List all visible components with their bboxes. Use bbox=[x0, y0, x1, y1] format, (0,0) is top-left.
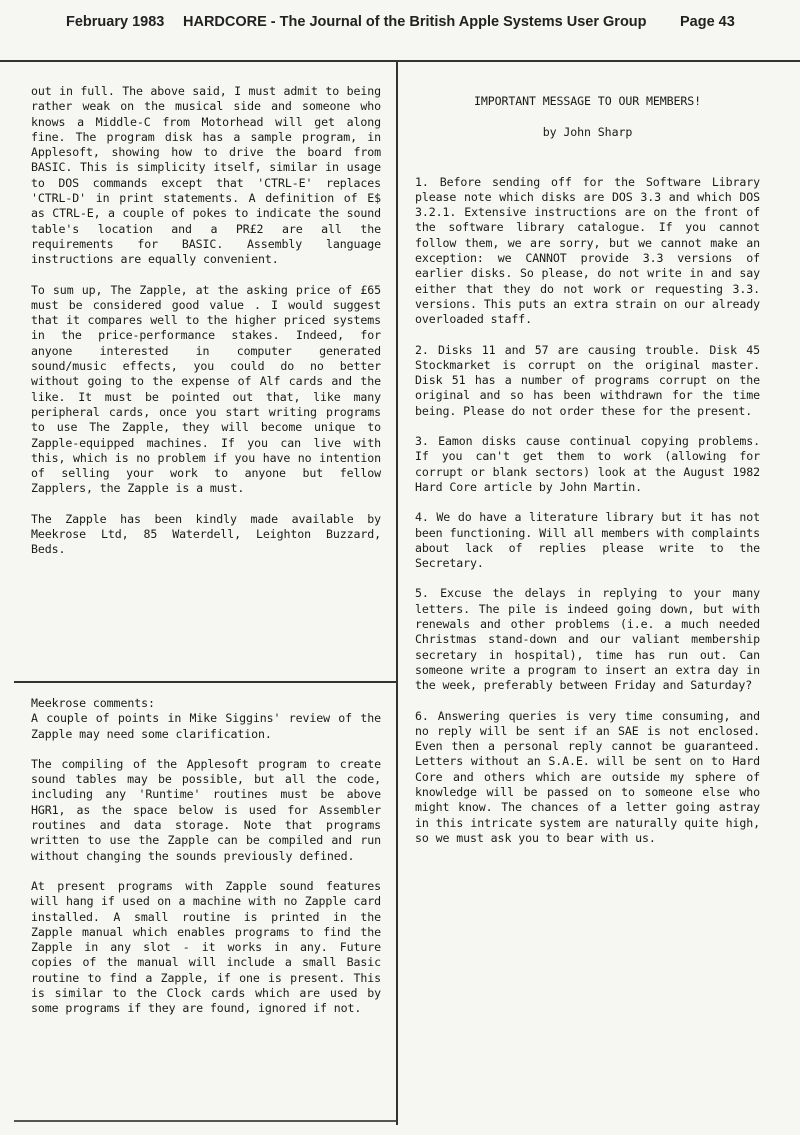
meekrose-paragraph: The compiling of the Applesoft program to create sound tables may be possible, but all the code, including any 'Runtime' routines must be above HGR1, as the space below is used for Assembler routines and data storage. Note that programs written to use the Zapple can be compiled and run without changing the sounds previously defined. bbox=[31, 756, 381, 863]
meekrose-heading: Meekrose comments: bbox=[31, 696, 155, 710]
message-item-2: 2. Disks 11 and 57 are causing trouble. Disk 45 Stockmarket is corrupt on the original master. Disk 51 has a number of programs corrupt on the original and so has been withdrawn for the time being. Please do not order these for the present. bbox=[415, 342, 760, 418]
left-section-divider bbox=[14, 681, 396, 683]
left-bottom-rule bbox=[14, 1120, 396, 1122]
review-paragraph: To sum up, The Zapple, at the asking price of £65 must be considered good value . I would suggest that it compares well to the higher priced systems in the price-performance stakes. Indeed, for anyone interested in computer generated sound/music effects, you could do no better without going to the expense of Alf cards and the like. It must be pointed out that, like many peripheral cards, once you start writing programs to use The Zapple, they will become unique to Zapple-equipped machines. If you can live with this, which is no problem if you have no intention of selling your work to anyone but fellow Zapplers, the Zapple is a must. bbox=[31, 282, 381, 496]
journal-title: HARDCORE - The Journal of the British Apple Systems User Group bbox=[183, 14, 647, 30]
page-number: Page 43 bbox=[680, 14, 735, 30]
meekrose-paragraph: A couple of points in Mike Siggins' review of the Zapple may need some clarification. bbox=[31, 711, 381, 741]
message-item-5: 5. Excuse the delays in replying to your many letters. The pile is indeed going down, but with renewals and other problems (i.e. a much needed Christmas stand-down and our valiant membership secretary in hospital), time has run out. Can someone write a program to insert an extra day in the week, preferably between Friday and Saturday? bbox=[415, 586, 760, 693]
page-header bbox=[0, 14, 800, 38]
column-divider bbox=[396, 60, 398, 1125]
issue-date: February 1983 bbox=[66, 14, 165, 30]
review-paragraph: The Zapple has been kindly made available by Meekrose Ltd, 85 Waterdell, Leighton Buzzard, Beds. bbox=[31, 511, 381, 557]
header-rule bbox=[0, 60, 800, 62]
important-message-article bbox=[415, 90, 760, 846]
message-item-1: 1. Before sending off for the Software Library please note which disks are DOS 3.3 and which DOS 3.2.1. Extensive instructions are on the front of the software library catalogue. If you cannot follow them, we are sorry, but we cannot make an exception: we CANNOT provide 3.3 versions of earlier disks. So please, do not write in and say either that they do not work or requesting 3.3. versions. This puts an extra strain on our already overloaded staff. bbox=[415, 174, 760, 327]
article-byline: by John Sharp bbox=[542, 125, 633, 140]
zapple-review-continued bbox=[31, 84, 381, 558]
message-item-3: 3. Eamon disks cause continual copying problems. If you can't get them to work (allowing for corrupt or blank sectors) look at the August 1982 Hard Core article by John Martin. bbox=[415, 434, 760, 494]
message-item-4: 4. We do have a literature library but it has not been functioning. Will all members with complaints about lack of replies please write to the Secretary. bbox=[415, 510, 760, 571]
article-heading: IMPORTANT MESSAGE TO OUR MEMBERS! bbox=[473, 94, 702, 108]
meekrose-comments bbox=[31, 696, 381, 1017]
message-item-6: 6. Answering queries is very time consuming, and no reply will be sent if an SAE is not enclosed. Even then a personal reply cannot be guaranteed. Letters without an S.A.E. will be sent on to Hard Core and others which are outside my sphere of knowledge will be passed on to someone else who might know. The chances of a letter going astray in this intricate system are naturally quite high, so we must ask you to bear with us. bbox=[415, 708, 760, 845]
review-paragraph: out in full. The above said, I must admit to being rather weak on the musical side and someone who knows a Middle-C from Motorhead will get along fine. The program disk has a sample program, in Applesoft, showing how to drive the board from BASIC. This is simplicity itself, similar in usage to DOS commands except that 'CTRL-E' replaces 'CTRL-D' in print statements. A definition of E$ as CTRL-E, a couple of pokes to indicate the sound table's location and a PR£2 are all the requirements for BASIC. Assembly language instructions are equally convenient. bbox=[31, 84, 381, 267]
meekrose-paragraph: At present programs with Zapple sound features will hang if used on a machine with no Zapple card installed. A small routine is printed in the Zapple manual which enables programs to find the Zapple in any slot - it works in any. Future copies of the manual will include a small Basic routine to find a Zapple, if one is present. This is similar to the Clock cards which are used by some programs if they are found, ignored if not. bbox=[31, 878, 381, 1016]
